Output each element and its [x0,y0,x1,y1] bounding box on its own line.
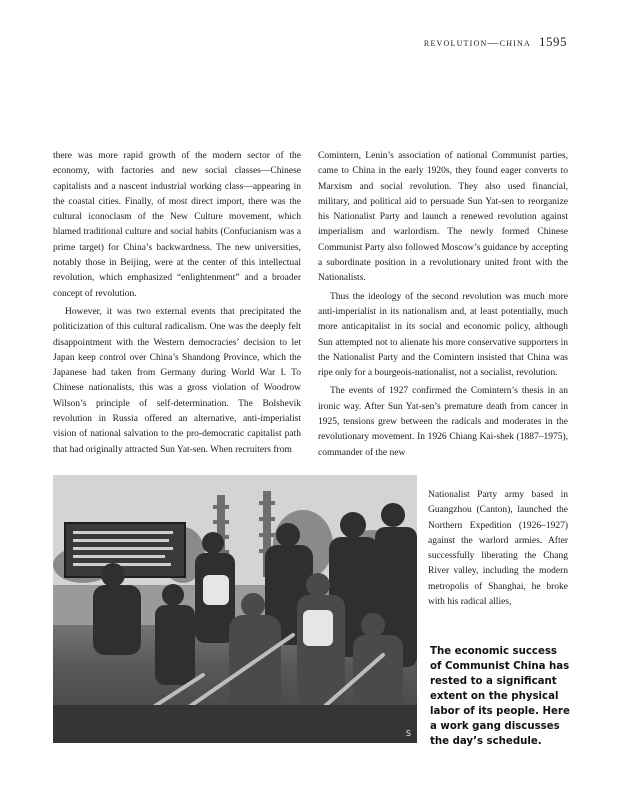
photo-illustration [53,475,417,743]
photo-caption: The economic success of Communist China has rested to a significant extent on the physical labor of its people. Here a work gang discusses the day’s schedule. [430,646,570,747]
wrapped-paragraph: Nationalist Party army based in Guangzhou (Canton), launched the Northern Expedition (1926–1927) against the warlord armies. After successfully liberating the Chang River valley, including the modern metropolis of Shanghai, he broke with his radical allies, [428,490,568,608]
section-title: revolution—china [423,37,531,49]
paragraph: However, it was two external events that precipitated the politicization of this cultural radicalism. One was the deeply felt disappointment with the Western democracies’ decision to let Japan keep control over China’s Shandong Province, which the Japanese had taken from Germany during World War I. To Chinese nationalists, this was a gross violation of Woodrow Wilson’s principle of self-determination. The Bolshevik revolution in Russia offered an alternative, anti-imperialist vision of national salvation to the pro-democratic capitalist path that had originally attracted Sun Yat-sen. When recruiters from [53,306,301,455]
paragraph: Thus the ideology of the second revolution was much more anti-imperialist in its nationalism and, at least potentially, much more anticapitalist in its social and economic policy, although Sun attempted not to alienate his more conservative supporters in the Nationalist Party and the Comintern insisted that China was ripe only for a bourgeois-nationalist, not a socialist, revolution. [318,291,568,379]
paragraph: there was more rapid growth of the modern sector of the economy, with factories and new social classes—Chinese capitalists and a nascent industrial working class—appearing in the coastal cities. Finally, of most direct import, there was the cultural iconoclasm of the New Culture movement, which blamed traditional culture and social habits (Confucianism was a prime target) for China’s backwardness. The new universities, notably those in Beijing, were at the center of this intellectual revolution, which emphasized “enlightenment” and a broader concept of revolution. [53,151,301,299]
running-header [424,34,567,50]
paragraph: The events of 1927 confirmed the Comintern’s thesis in an ironic way. After Sun Yat-sen’s premature death from cancer in 1925, tensions grew between the radicals and moderates in the revolutionary movement. In 1926 Chiang Kai-shek (1887–1975), commander of the new [318,386,568,458]
page-number: 1595 [539,34,567,49]
right-column [318,149,568,461]
work-gang-photo [53,475,417,743]
left-column [53,149,301,458]
photo-number: S [405,729,411,738]
paragraph: Comintern, Lenin’s association of national Communist parties, came to China in the early 1920s, they found eager converts to Marxism and social revolution. They also used financial, military, and political aid to persuade Sun Yat-sen to reorganize his Nationalist Party and launch a renewed revolution against imperialism and warlordism. The newly formed Chinese Communist Party also followed Moscow’s guidance by accepting a subordinate position in a revolutionary united front with the Nationalists. [318,151,568,284]
